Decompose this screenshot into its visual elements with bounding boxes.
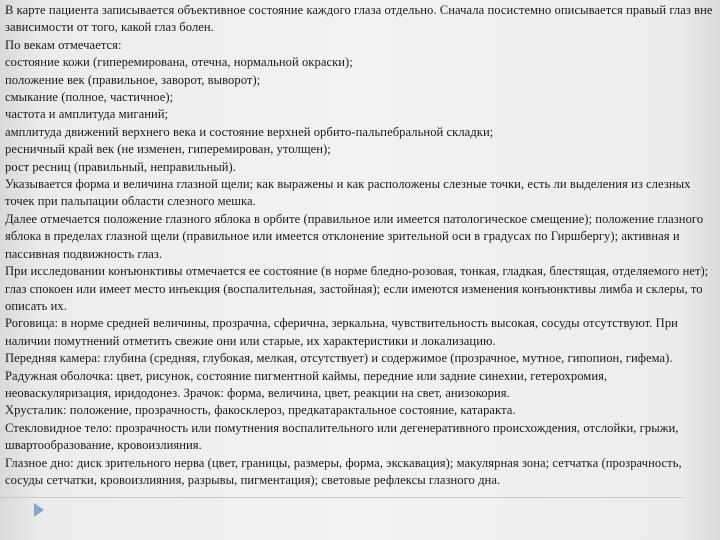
paragraph-cornea: Роговица: в норме средней величины, прозрачна, сферична, зеркальна, чувствительность высокая, сосуды отсутствуют. При наличии помутнений отметить свежие они или старые, их характеристики и локализацию. bbox=[5, 316, 678, 348]
paragraph-conjunctiva: При исследовании конъюнктивы отмечается ее состояние (в норме бледно-розовая, тонкая, гладкая, блестящая, отделяемого нет); глаз спокоен или имеет место инъекция (воспалительная, застойная); если имеются изменения конъюнктивы лимба и склеры, то описать их. bbox=[5, 264, 709, 313]
list-item-blinking: частота и амплитуда миганий; bbox=[5, 107, 169, 122]
paragraph-fundus: Глазное дно: диск зрительного нерва (цвет, границы, размеры, форма, экскавация); макулярная зона; сетчатка (прозрачность, сосуды сетчатки, кровоизлияния, разрывы, пигментация); световые рефлексы глазного дна. bbox=[5, 455, 682, 487]
list-item-upper-lid: амплитуда движений верхнего века и состояние верхней орбито-пальпебральной складки; bbox=[5, 124, 494, 139]
paragraph-intro: В карте пациента записывается объективное состояние каждого глаза отдельно. Сначала посистемно описывается правый глаз вне зависимости от того, какой глаз болен. bbox=[5, 3, 713, 35]
list-item-lashes: рост ресниц (правильный, неправильный). bbox=[5, 159, 236, 174]
paragraph-iris: Радужная оболочка: цвет, рисунок, состояние пигментной каймы, передние или задние синехии, гетерохромия, неоваскуляризация, иридодонез. Зрачок: форма, величина, цвет, реакции на свет, анизокория. bbox=[5, 368, 608, 400]
paragraph-palpebral-fissure: Указывается форма и величина глазной щели; как выражены и как расположены слезные точки, есть ли выделения из слезных точек при пальпации области слезного мешка. bbox=[5, 177, 691, 209]
next-slide-arrow-icon[interactable] bbox=[34, 503, 44, 517]
list-item-closure: смыкание (полное, частичное); bbox=[5, 90, 174, 105]
slide-text-body bbox=[5, 2, 715, 489]
paragraph-anterior-chamber: Передняя камера: глубина (средняя, глубокая, мелкая, отсутствует) и содержимое (прозрачное, мутное, гипопион, гифема). bbox=[5, 351, 673, 366]
paragraph-eyelids-heading: По векам отмечается: bbox=[5, 37, 122, 52]
paragraph-lens: Хрусталик: положение, прозрачность, факосклероз, предкатарактальное состояние, катаракта. bbox=[5, 403, 516, 418]
paragraph-eyeball-position: Далее отмечается положение глазного яблока в орбите (правильное или имеется патологическое смещение); положение глазного яблока в пределах глазной щели (правильное или имеется отклонение зрительной оси в градусах по Гиршбергу); активная и пассивная подвижность глаз. bbox=[5, 211, 704, 261]
footer-divider bbox=[0, 497, 684, 498]
list-item-eyelid-position: положение век (правильное, заворот, выворот); bbox=[5, 72, 261, 87]
paragraph-vitreous: Стекловидное тело: прозрачность или помутнения воспалительного или дегенеративного происхождения, отслойки, грыжи, швартообразование, кровоизлияния. bbox=[5, 420, 679, 453]
list-item-lid-margin: ресничный край век (не изменен, гиперемирован, утолщен); bbox=[5, 142, 331, 157]
list-item-skin: состояние кожи (гиперемирована, отечна, нормальной окраски); bbox=[5, 55, 353, 70]
